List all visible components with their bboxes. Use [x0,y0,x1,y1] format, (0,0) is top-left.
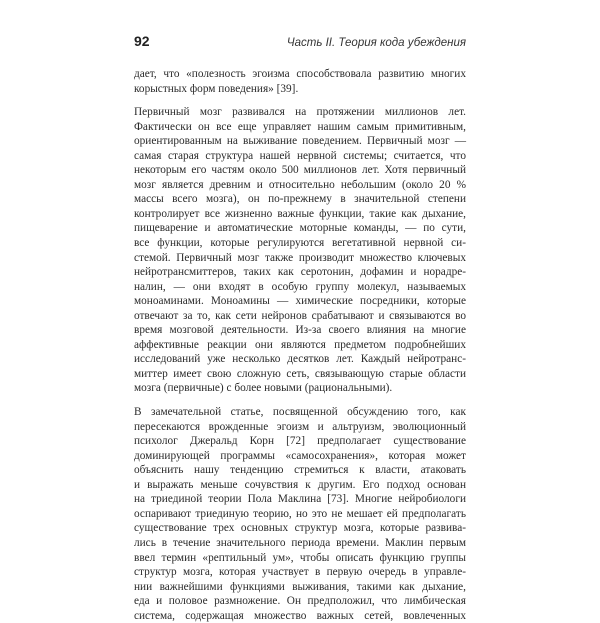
paragraph-gap [134,396,466,405]
text-line: некоторым его частям около 500 миллионов лет. Хотя первичный [134,164,466,177]
text-line: самая старая структура нашей нервной системы; считается, что [134,149,466,162]
text-line: объяснить нашу тенденцию стремиться к власти, атаковать [134,464,466,477]
text-line: дает, что «полезность эгоизма способствовала развитию многих [134,68,466,80]
text-line: все функции, которые регулируются вегетативной нервной си- [134,237,466,250]
paragraph [134,67,466,96]
text-line: контролирует все жизненно важные функции, такие как дыхание, [134,207,466,220]
text-line: ввел термин «рептильный ум», чтобы описать функцию группы [134,551,466,564]
text-line: лись в течение значительного периода времени. Маклин первым [134,536,466,549]
text-line: нейротрансмиттеров, таких как серотонин, дофамин и норадре- [134,266,466,279]
text-line: корыстных форм поведения» [39]. [134,82,299,95]
text-line: мозга (первичные) с более новыми (рациональными). [134,382,393,395]
text-line: моноаминами. Моноамины — химические посредники, которые [134,295,466,308]
text-line: Фактически он все еще управляет нашим самым примитивным, [134,120,466,133]
page-header [134,33,466,49]
text-line: нии важнейшими функциями выживания, такими как дыхание, [134,580,466,593]
text-line: исследований уже несколько десятков лет. Каждый нейротранс- [134,353,466,366]
text-line: система, содержащая множество важных сетей, вовлеченных [134,609,466,622]
text-line: миттер имеет свою сложную сеть, связывающую старые области [134,367,466,380]
text-line: массы всего мозга), он по-прежнему в значительной степени [134,193,466,206]
text-line: еда и половое размножение. Он предположил, что лимбическая [134,595,466,608]
text-line: отвечают за то, как сети нейронов срабатывают и связываются во [134,309,466,322]
paragraph-gap [134,96,466,105]
text-line: пищеварение и автоматические моторные команды, — по сути, [134,222,466,235]
running-title: Часть II. Теория кода убеждения [286,37,466,49]
text-line: аффективные реакции они являются предметом подробнейших [134,338,466,351]
text-line: оспаривают триединую теорию, но это не мешает ей предполагать [134,507,466,520]
text-line: Первичный мозг развивался на протяжении миллионов лет. [134,106,466,119]
text-line: стемой. Первичный мозг также производит множество ключевых [134,251,466,264]
text-line: доминирующей программы «самосохранения», которая может [134,449,466,462]
text-line: В замечательной статье, посвященной обсуждению того, как [134,406,466,419]
text-line: структур мозга, которая участвует в первую очередь в управле- [134,566,466,579]
text-line: время мозговой деятельности. Из-за своего влияния на многие [134,324,466,337]
text-line: на триединой теории Пола Маклина [73]. Многие нейробиологи [134,493,466,506]
text-line: пересекаются врожденные эгоизм и альтруизм, эволюционный [134,420,466,433]
text-line: мозг является древним и относительно небольшим (около 20 % [134,178,466,191]
text-line: существование трех основных структур мозга, которые развива- [134,522,466,535]
paragraph [134,405,466,623]
text-line: и выражать меньше сочувствия к другим. Его подход основан [134,478,466,491]
page-number: 92 [134,33,150,49]
text-line: психолог Джеральд Корн [72] предполагает существование [134,435,466,448]
text-line: ориентированным на выживание поведением. Первичный мозг — [134,135,466,148]
text-line: налин, — они входят в особую группу молекул, называемых [134,280,466,293]
paragraph [134,105,466,396]
body-text [134,67,466,623]
